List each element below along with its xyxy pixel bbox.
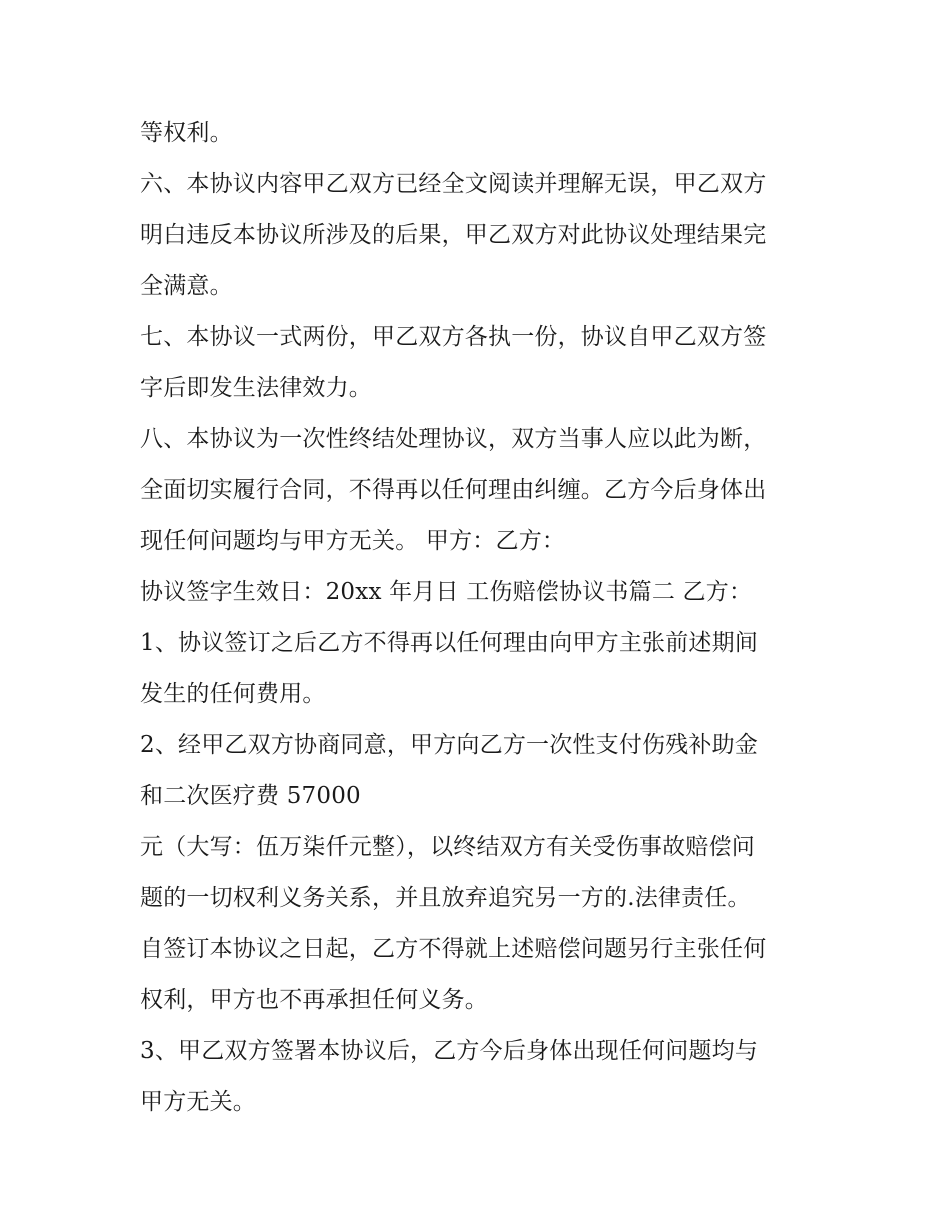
text-line: 权利，甲方也不再承担任何义务。 — [140, 987, 488, 1013]
text-line: 1、协议签订之后乙方不得再以任何理由向甲方主张前述期间 — [140, 630, 759, 656]
text-line: 字后即发生法律效力。 — [140, 375, 372, 401]
text-line: 2、经甲乙双方协商同意，甲方向乙方一次性支付伤残补助金 — [140, 732, 759, 758]
text-line: 全面切实履行合同，不得再以任何理由纠缠。乙方今后身体出 — [140, 477, 767, 503]
text-line: 自签订本协议之日起，乙方不得就上述赔偿问题另行主张任何 — [140, 936, 767, 962]
text-line: 现任何问题均与甲方无关。 甲方：乙方： — [140, 528, 566, 554]
text-line: 题的一切权利义务关系，并且放弃追究另一方的.法律责任。 — [140, 885, 751, 911]
text-line: 七、本协议一式两份，甲乙双方各执一份，协议自甲乙双方签 — [140, 324, 767, 350]
text-line: 全满意。 — [140, 273, 233, 299]
text-line: 元（大写：伍万柒仟元整），以终结双方有关受伤事故赔偿问 — [140, 834, 755, 860]
text-line: 等权利。 — [140, 120, 233, 146]
text-line: 甲方无关。 — [140, 1089, 256, 1115]
text-line: 3、甲乙双方签署本协议后，乙方今后身体出现任何问题均与 — [140, 1038, 759, 1064]
text-line: 八、本协议为一次性终结处理协议，双方当事人应以此为断， — [140, 426, 767, 452]
text-line: 明白违反本协议所涉及的后果，甲乙双方对此协议处理结果完 — [140, 222, 767, 248]
text-line: 发生的任何费用。 — [140, 681, 326, 707]
text-line: 六、本协议内容甲乙双方已经全文阅读并理解无误，甲乙双方 — [140, 171, 767, 197]
text-line: 和二次医疗费 57000 — [140, 783, 361, 809]
text-line: 协议签字生效日：20xx 年月日 工伤赔偿协议书篇二 乙方： — [140, 579, 753, 605]
document-body — [140, 108, 820, 1128]
